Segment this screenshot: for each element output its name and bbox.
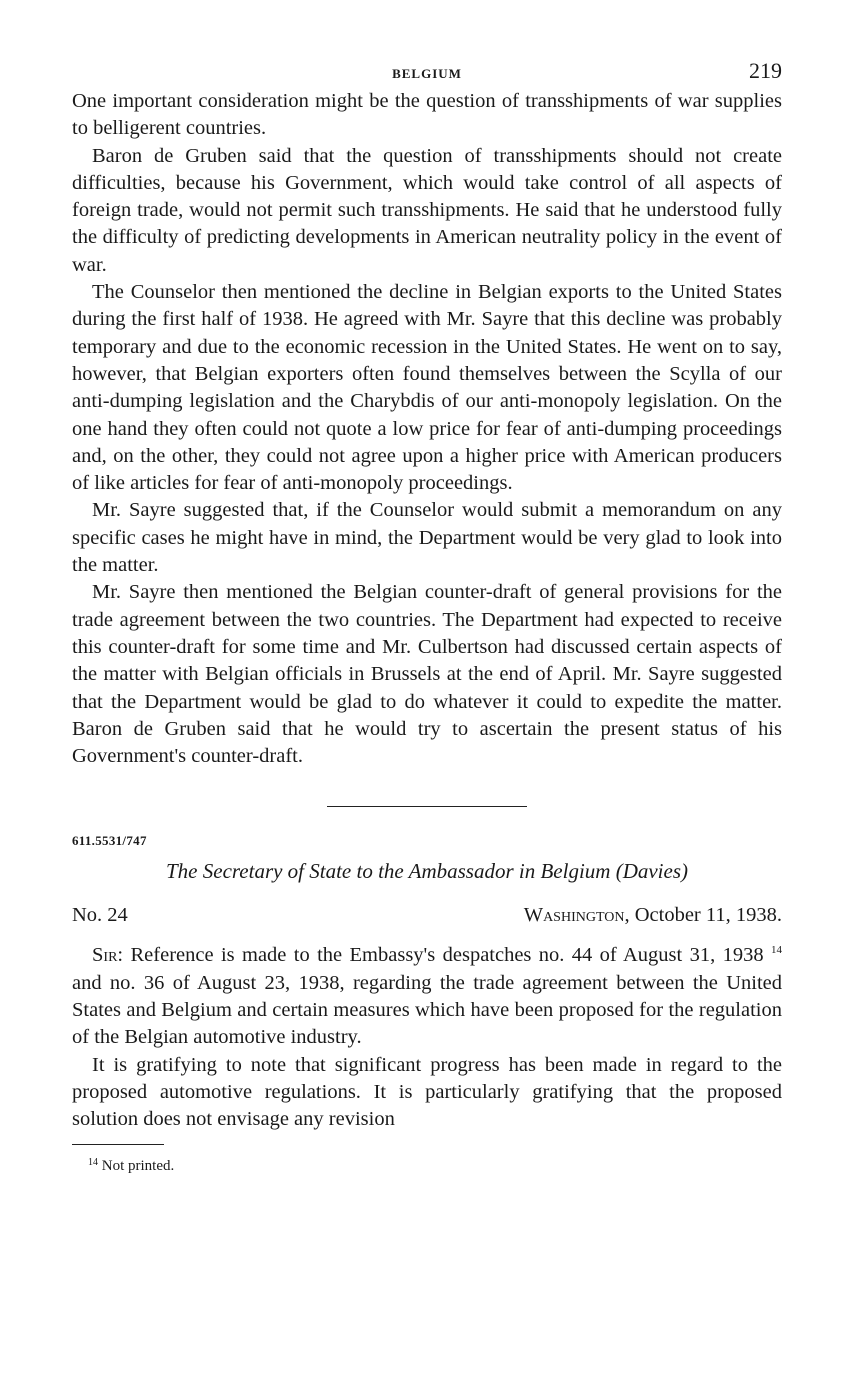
- letter-text: Reference is made to the Embassy's despatches no. 44 of August 31, 1938: [130, 944, 764, 967]
- page-header: [72, 58, 782, 88]
- document-page: [72, 58, 782, 1175]
- running-head: BELGIUM: [392, 66, 462, 81]
- salutation: Sir:: [92, 944, 124, 967]
- letter-paragraph: It is gratifying to note that significant progress has been made in regard to the proposed automotive regulations. It is particularly gratifying that the proposed solution does not envisage any revision: [72, 1053, 782, 1131]
- paragraph: One important consideration might be the question of transshipments of war supplies to belligerent countries.: [72, 90, 782, 140]
- dateline: [72, 904, 782, 934]
- place-date: [524, 904, 782, 927]
- footnote-text: Not printed.: [101, 1157, 175, 1174]
- document-title: The Secretary of State to the Ambassador in Belgium (Davies): [166, 859, 688, 884]
- page-number: 219: [749, 58, 782, 83]
- footnote: [88, 1157, 782, 1175]
- paragraph: Mr. Sayre then mentioned the Belgian counter-draft of general provisions for the trade agreement between the two countries. The Department had expected to receive this counter-draft for some time and Mr. Culbertson had discussed certain aspects of the matter with Belgian officials in Brussels at the end of April. Mr. Sayre suggested that the Department would be glad to do whatever it could to expedite the matter. Baron de Gruben said that he would try to ascertain the present status of his Government's counter-draft.: [72, 581, 782, 768]
- section-divider: [327, 806, 527, 807]
- paragraph: Mr. Sayre suggested that, if the Counselor would submit a memorandum on any specific cases he might have in mind, the Department would be very glad to look into the matter.: [72, 499, 782, 577]
- place: Washington,: [523, 904, 630, 927]
- letter-text: and no. 36 of August 23, 1938, regarding the trade agreement between the United States and Belgium and certain measures which have been proposed for the regulation of the Belgian automotive industry.: [72, 971, 782, 1049]
- paragraph: Baron de Gruben said that the question of transshipments should not create difficulties, because his Government, which would take control of all aspects of foreign trade, would not permit such transshipments. He said that he understood fully the difficulty of predicting developments in American neutrality policy in the event of war.: [72, 144, 782, 276]
- file-number: 611.5531/747: [72, 833, 147, 849]
- document-number: No. 24: [72, 904, 128, 927]
- footnote-ref[interactable]: 14: [771, 944, 783, 957]
- footnote-rule: [72, 1144, 164, 1145]
- date: October 11, 1938.: [634, 904, 782, 927]
- letter-paragraph: [72, 942, 782, 1051]
- footnote-mark: 14: [88, 1156, 98, 1168]
- paragraph: The Counselor then mentioned the decline in Belgian exports to the United States during the first half of 1938. He agreed with Mr. Sayre that this decline was probably temporary and due to the economic recession in the United States. He went on to say, however, that Belgian exporters often found themselves between the Scylla of our anti-dumping legislation and the Charybdis of our anti-monopoly legislation. On the one hand they often could not quote a low price for fear of anti-dumping proceedings and, on the other, they could not agree upon a higher price with American producers of like articles for fear of anti-monopoly proceedings.: [72, 281, 782, 495]
